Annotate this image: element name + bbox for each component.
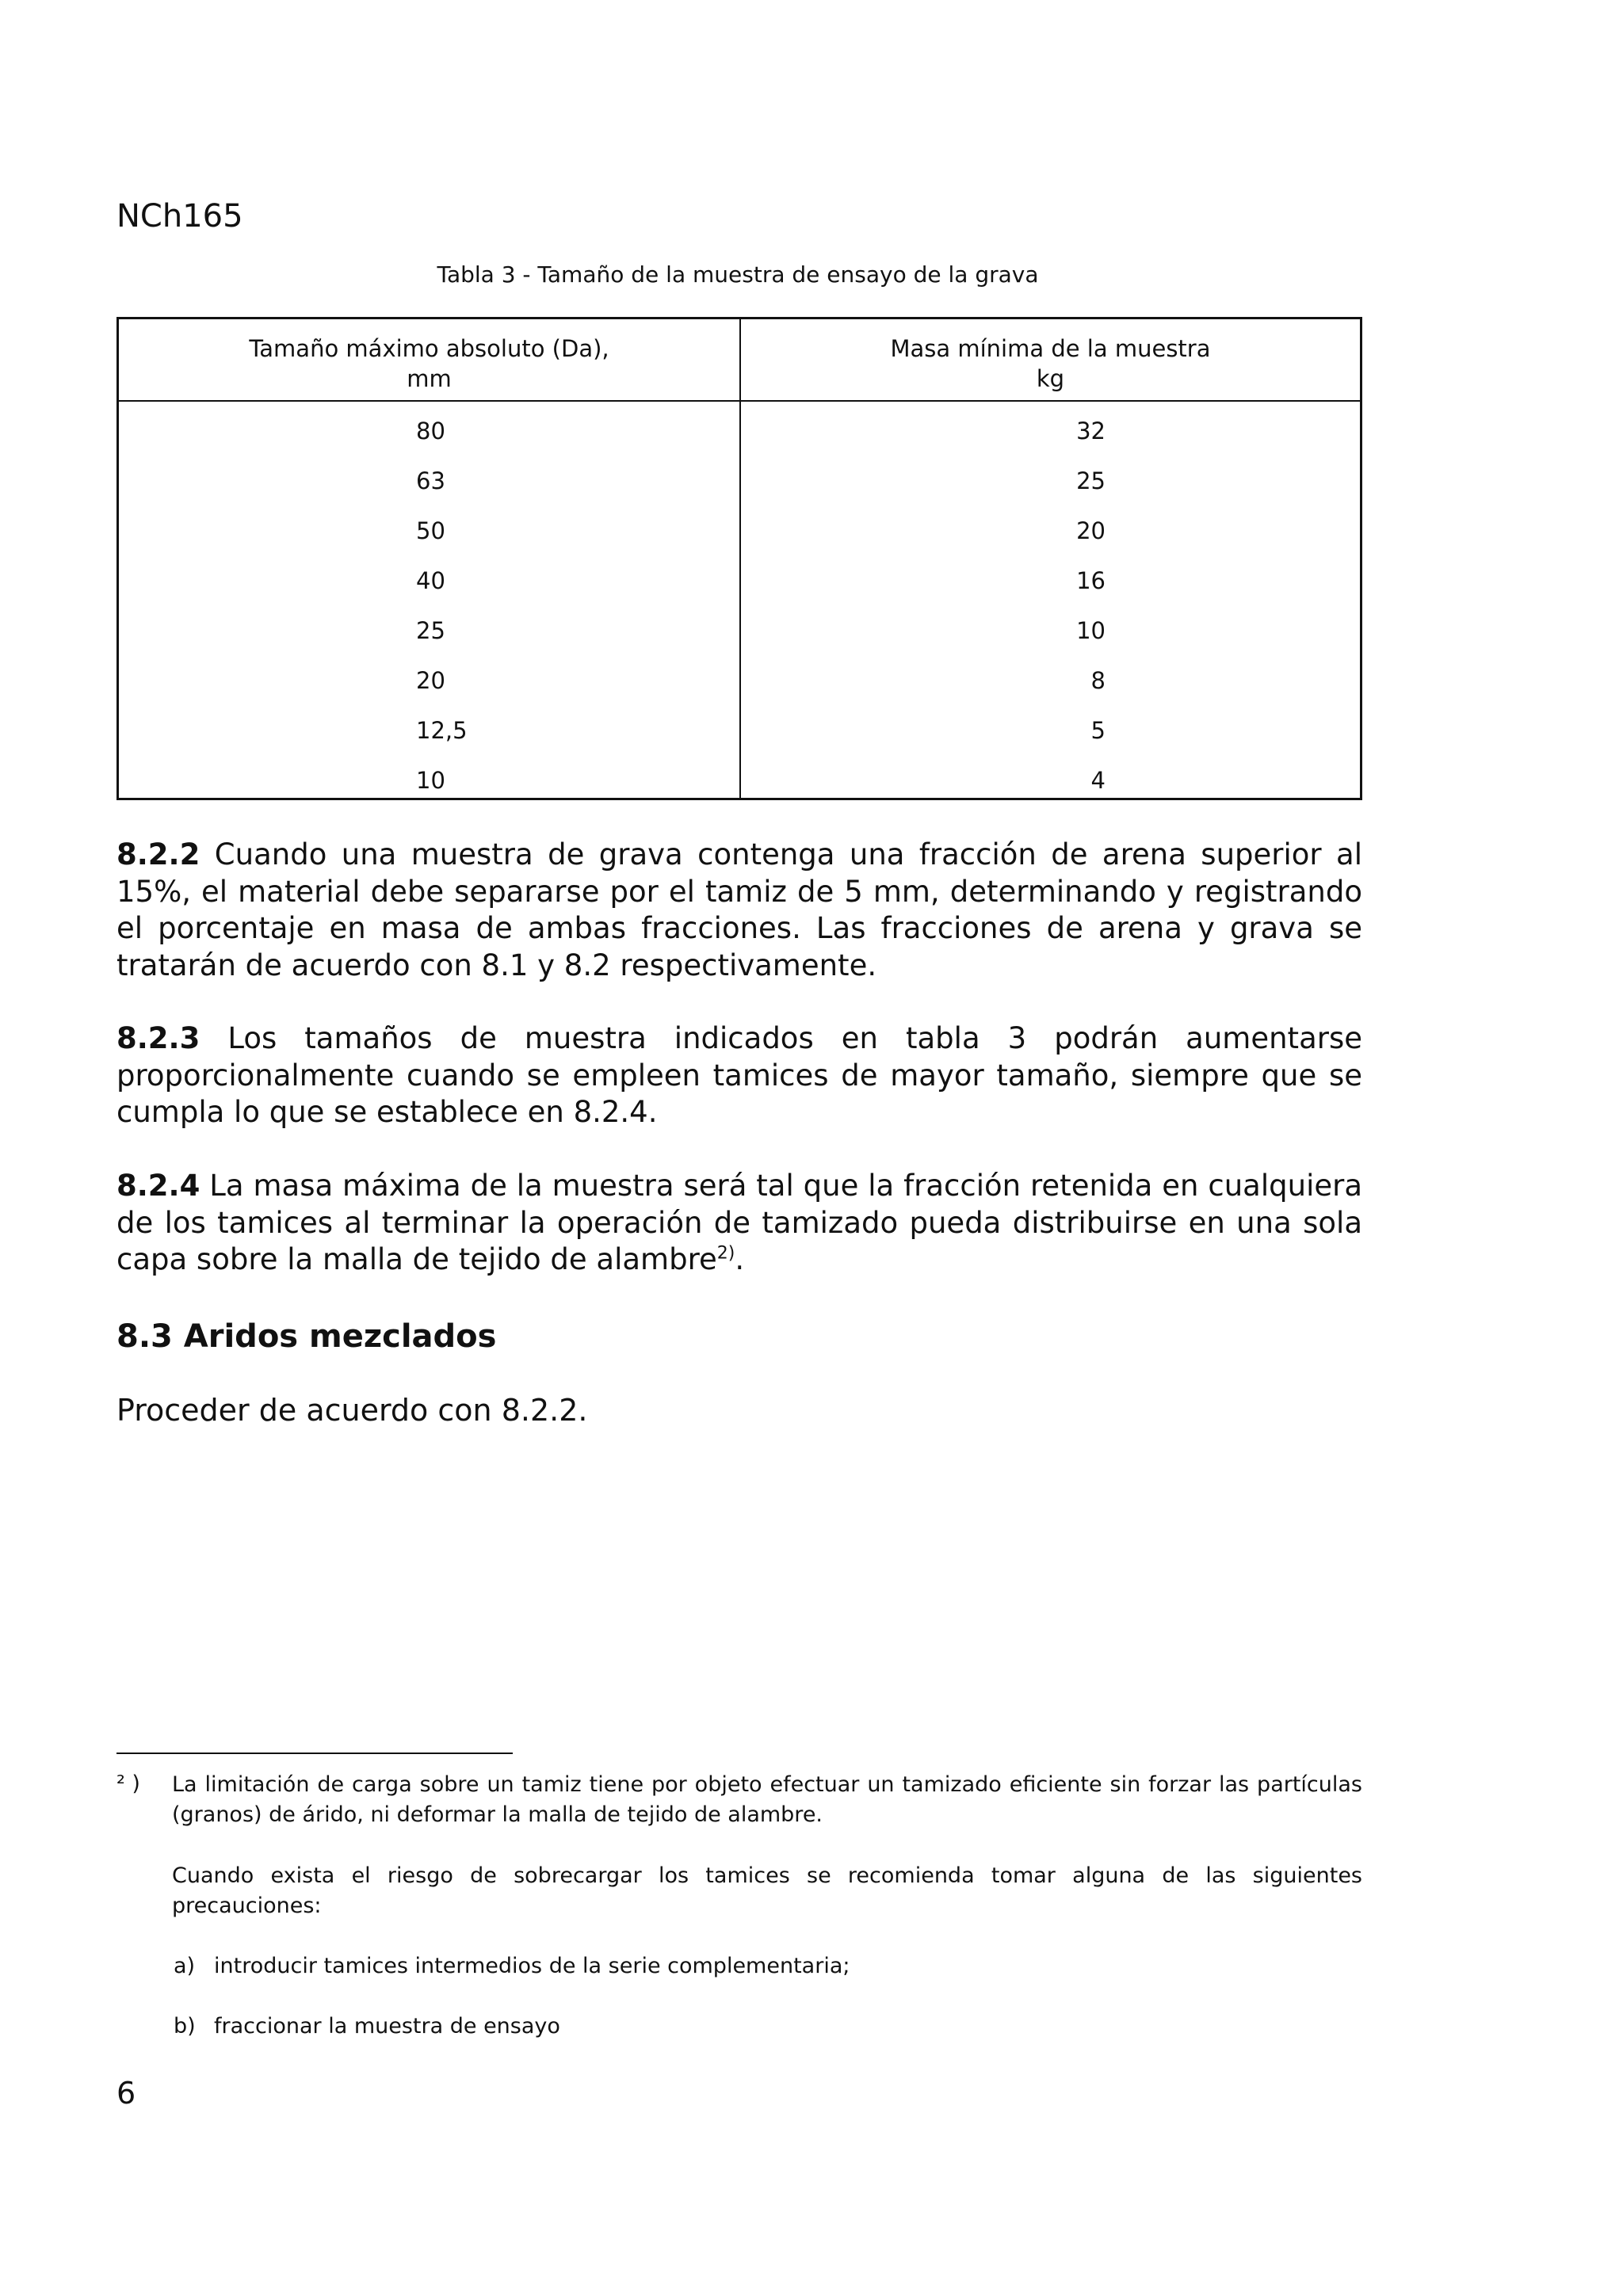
column-header-mass-unit: kg [1036,365,1065,392]
column-header-mass-line1: Masa mínima de la muestra [890,335,1211,362]
column-header-size-unit: mm [407,365,452,392]
clause-number: 8.2.4 [116,1169,200,1203]
table-cell-size: 50 [416,517,445,544]
footnote-separator [116,1753,513,1754]
section-text: Proceder de acuerdo con 8.2.2. [116,1393,588,1428]
table-cell-mass: 10 [1076,617,1106,644]
paragraph-8-2-2 [116,837,1362,984]
clause-text: Cuando una muestra de grava contenga una fracción de arena superior al 15%, el material debe separarse por el tamiz de 5 mm, determinando y registrando el porcentaje en masa de ambas fracciones. Las fracciones de arena y grava se tratarán de acuerdo con 8.1 y 8.2 respectivamente. [116,837,1362,982]
table-cell-mass: 4 [1090,767,1106,794]
table-cell-mass: 25 [1076,467,1106,494]
table-cell-mass: 16 [1076,567,1106,594]
document-code: NCh165 [116,198,243,235]
footnote-text: Cuando exista el riesgo de sobrecargar los tamices se recomienda tomar alguna de las siguientes precauciones: [172,1863,1362,1918]
table-cell-size: 12,5 [416,717,468,744]
footnote-item-text: fraccionar la muestra de ensayo [214,2014,560,2039]
clause-number: 8.2.3 [116,1021,200,1055]
table-cell-size: 25 [416,617,445,644]
paragraph-8-2-3 [116,1020,1362,1131]
clause-number: 8.2.2 [116,837,200,871]
clause-text-end: . [735,1242,745,1276]
column-header-size [119,334,739,394]
column-header-size-line1: Tamaño máximo absoluto (Da), [249,335,609,362]
data-table [116,317,1362,800]
footnote-marker: ² ) [116,1772,140,1796]
header-divider [119,400,1360,402]
column-header-mass [741,334,1360,394]
section-heading: 8.3 Aridos mezclados [116,1318,497,1355]
footnote-item-label: b) [174,2014,196,2039]
table-cell-mass: 5 [1090,717,1106,744]
footnote-item-label: a) [174,1954,196,1978]
footnote-text: La limitación de carga sobre un tamiz tiene por objeto efectuar un tamizado eficiente sin forzar las partículas (granos) de árido, ni deformar la malla de tejido de alambre. [172,1772,1362,1827]
clause-text: La masa máxima de la muestra será tal que la fracción retenida en cualquiera de los tamices al terminar la operación de tamizado pueda distribuirse en una sola capa sobre la malla de tejido de alambre [116,1169,1362,1276]
table-cell-size: 10 [416,767,445,794]
table-cell-mass: 8 [1090,667,1106,694]
footnote-reference: 2) [716,1243,735,1264]
table-cell-mass: 32 [1076,418,1106,444]
page-number: 6 [116,2076,136,2111]
paragraph-8-2-4 [116,1168,1362,1279]
table-caption: Tabla 3 - Tamaño de la muestra de ensayo de la grava [437,261,1039,288]
clause-text: Los tamaños de muestra indicados en tabla 3 podrán aumentarse proporcionalmente cuando se empleen tamices de mayor tamaño, siempre que se cumpla lo que se establece en 8.2.4. [116,1021,1362,1129]
table-cell-size: 20 [416,667,445,694]
footnote-item-text: introducir tamices intermedios de la serie complementaria; [214,1954,850,1978]
table-cell-size: 40 [416,567,445,594]
table-cell-size: 63 [416,467,445,494]
table-cell-mass: 20 [1076,517,1106,544]
table-cell-size: 80 [416,418,445,444]
